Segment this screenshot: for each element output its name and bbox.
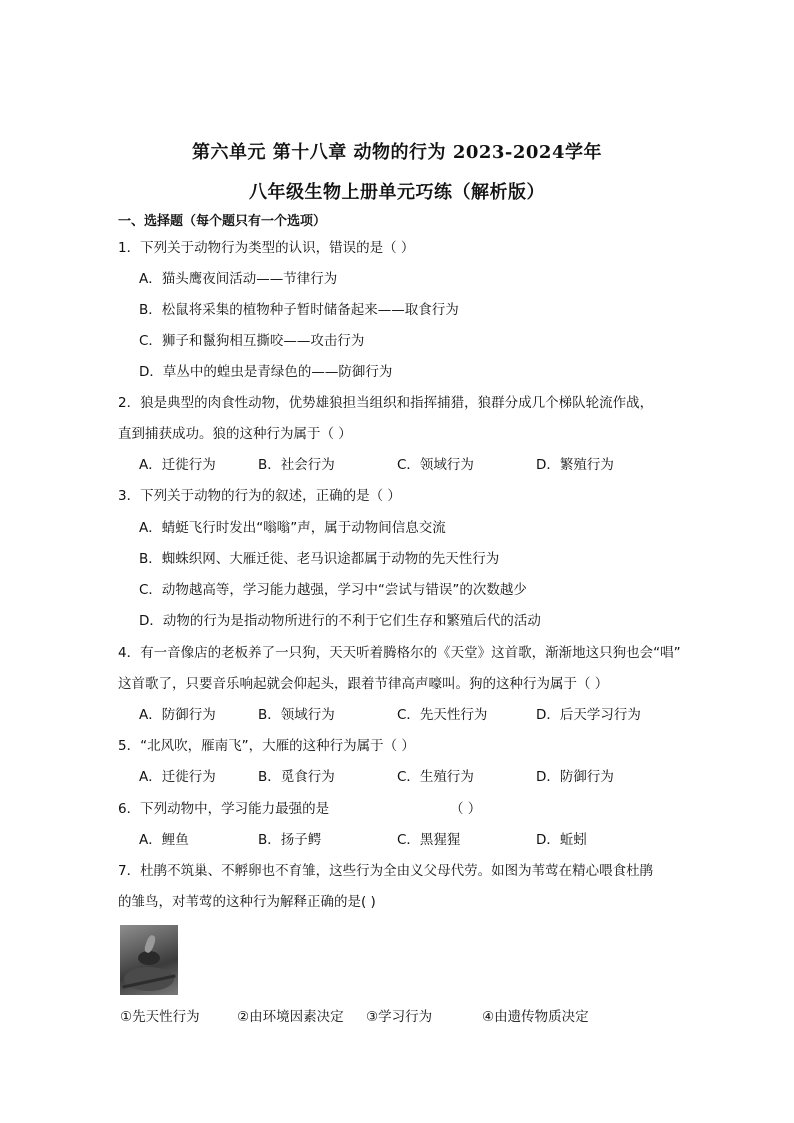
document-title-line-2: 八年级生物上册单元巧练（解析版）: [249, 182, 545, 203]
section-heading: 一、选择题（每个题只有一个选项）: [118, 214, 327, 229]
question-3-option-c: C．动物越高等，学习能力越强，学习中“尝试与错误”的次数越少: [139, 582, 527, 598]
question-3-option-d: D．动物的行为是指动物所进行的不利于它们生存和繁殖后代的活动: [139, 613, 541, 629]
question-2-stem-line-1: 2．狼是典型的肉食性动物，优势雄狼担当组织和指挥捕猎，狼群分成几个梯队轮流作战，: [118, 395, 654, 411]
document-title-line-1: 第六单元 第十八章 动物的行为 2023-2024学年: [192, 142, 602, 163]
question-3-stem: 3．下列关于动物的行为的叙述，正确的是（ ）: [118, 488, 401, 504]
question-1-option-c: C．狮子和鬣狗相互撕咬——攻击行为: [139, 333, 365, 349]
question-7-option-1: ①先天性行为: [120, 1009, 200, 1025]
question-7-option-4: ④由遗传物质决定: [482, 1009, 589, 1025]
question-2-option-a: A．迁徙行为: [139, 457, 216, 473]
question-1-option-b: B．松鼠将采集的植物种子暂时储备起来——取食行为: [139, 302, 459, 318]
question-4-option-d: D．后天学习行为: [536, 707, 641, 723]
question-7-stem-line-2: 的雏鸟，对苇莺的这种行为解释正确的是( ): [118, 894, 376, 910]
question-4-stem-line-1: 4．有一音像店的老板养了一只狗，天天听着腾格尔的《天堂》这首歌，渐渐地这只狗也会“唱”: [118, 645, 681, 661]
question-4-option-b: B．领域行为: [258, 707, 335, 723]
question-6-stem: 6．下列动物中，学习能力最强的是: [118, 801, 330, 817]
question-5-stem: 5．“北风吹，雁南飞”，大雁的这种行为属于（ ）: [118, 738, 415, 754]
question-6-option-c: C．黑猩猩: [397, 832, 461, 848]
question-6-option-a: A．鲤鱼: [139, 832, 189, 848]
question-5-option-c: C．生殖行为: [397, 769, 474, 785]
question-2-option-c: C．领域行为: [397, 457, 474, 473]
question-4-option-a: A．防御行为: [139, 707, 216, 723]
question-4-stem-line-2: 这首歌了，只要音乐响起就会仰起头，跟着节律高声嚎叫。狗的这种行为属于（ ）: [118, 676, 609, 692]
question-7-option-2: ②由环境因素决定: [237, 1009, 344, 1025]
question-1-stem: 1．下列关于动物行为类型的认识，错误的是（ ）: [118, 240, 415, 256]
question-6-option-d: D．蚯蚓: [536, 832, 587, 848]
question-4-option-c: C．先天性行为: [397, 707, 488, 723]
question-3-option-a: A．蜻蜓飞行时发出“嗡嗡”声，属于动物间信息交流: [139, 520, 446, 536]
question-7-option-3: ③学习行为: [366, 1009, 433, 1025]
question-7-stem-line-1: 7．杜鹃不筑巢、不孵卵也不育雏，这些行为全由义父母代劳。如图为苇莺在精心喂食杜鹃: [118, 863, 654, 879]
question-2-option-b: B．社会行为: [258, 457, 335, 473]
question-6-option-b: B．扬子鳄: [258, 832, 322, 848]
question-1-option-d: D．草丛中的蝗虫是青绿色的——防御行为: [139, 364, 393, 380]
question-6-answer-paren: （ ）: [450, 801, 482, 817]
question-3-option-b: B．蜘蛛织网、大雁迁徙、老马识途都属于动物的先天性行为: [139, 551, 500, 567]
question-2-stem-line-2: 直到捕获成功。狼的这种行为属于（ ）: [118, 426, 352, 442]
question-2-option-d: D．繁殖行为: [536, 457, 614, 473]
warbler-feeding-cuckoo-photo: [120, 925, 178, 995]
question-1-option-a: A．猫头鹰夜间活动——节律行为: [139, 271, 338, 287]
question-5-option-a: A．迁徙行为: [139, 769, 216, 785]
question-5-option-b: B．觅食行为: [258, 769, 335, 785]
question-5-option-d: D．防御行为: [536, 769, 614, 785]
